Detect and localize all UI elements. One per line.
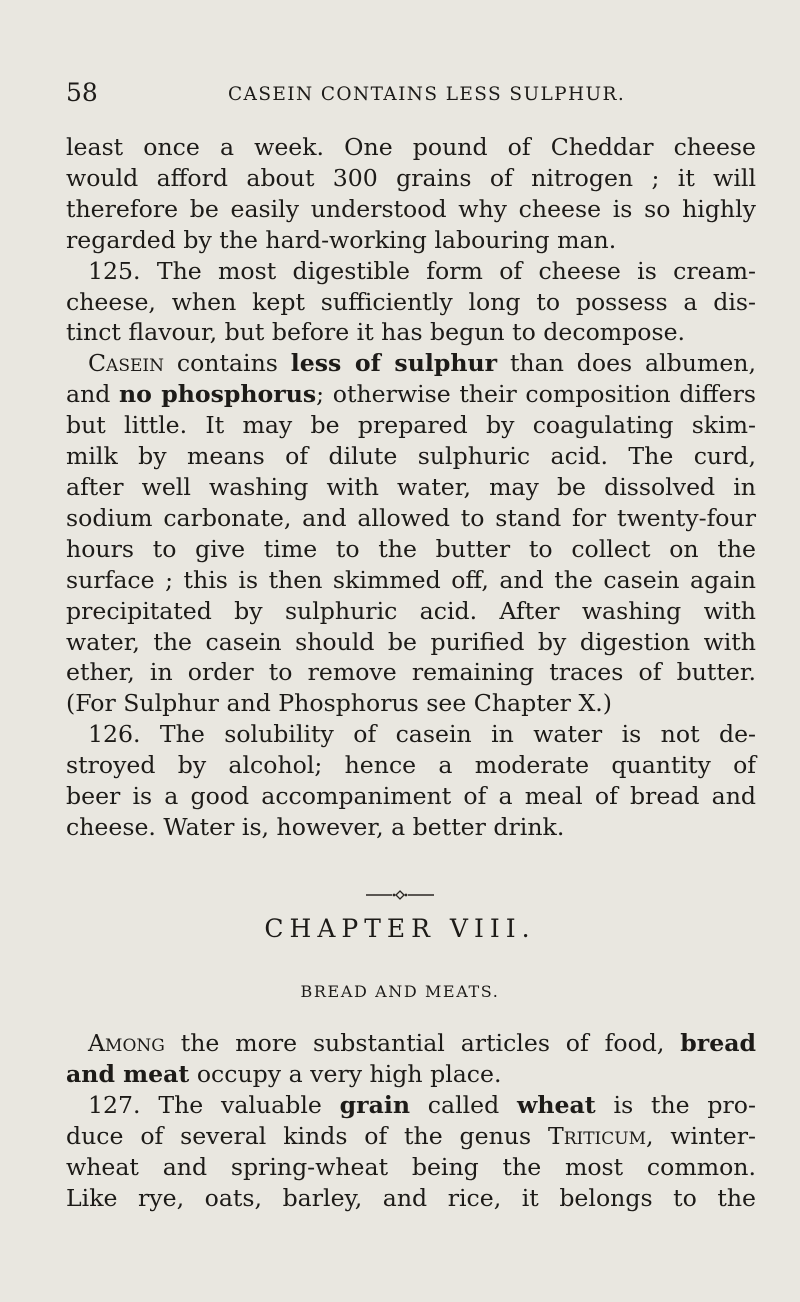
text-line (66, 1059, 756, 1090)
page-header (66, 78, 756, 112)
text-line: (For Sulphur and Phosphorus see Chapter X.) (66, 689, 612, 718)
text-fragment: ; otherwise their composition differs (316, 380, 756, 409)
text-fragment: 127. The valuable (88, 1090, 340, 1119)
body-text-upper (66, 132, 756, 843)
paragraph-among (66, 1028, 756, 1090)
text-line: surface ; this is then skimmed off, and the casein again (66, 565, 756, 594)
text-line: but little. It may be prepared by coagulating skim- (66, 411, 756, 440)
text-line: stroyed by alcohol; hence a moderate quantity of (66, 751, 756, 780)
text-line: wheat and spring-wheat being the most common. (66, 1152, 756, 1181)
text-line: therefore be easily understood why cheese is so highly (66, 194, 756, 223)
text-fragment: , winter- (646, 1121, 756, 1150)
chapter-title: CHAPTER VIII. (264, 914, 536, 943)
text-fragment: the more substantial articles of food, (164, 1029, 681, 1057)
paragraph-casein (66, 348, 756, 719)
emphasis-bread: bread (680, 1029, 756, 1057)
text-line: hours to give time to the butter to collect on the (66, 534, 756, 563)
paragraph-126 (66, 719, 756, 843)
text-line (66, 1028, 756, 1059)
paragraph-127 (66, 1090, 756, 1214)
text-fragment: is the pro- (595, 1090, 756, 1119)
text-line: 125. The most digestible form of cheese is cream- (88, 256, 756, 285)
text-line (66, 379, 756, 410)
text-line: precipitated by sulphuric acid. After washing with (66, 596, 756, 625)
casein-term: Casein (88, 349, 164, 378)
emphasis-wheat: wheat (517, 1090, 596, 1119)
text-fragment: than does albumen, (497, 349, 756, 378)
text-line: least once a week. One pound of Cheddar cheese (66, 133, 756, 161)
text-line (66, 348, 756, 379)
text-line: sodium carbonate, and allowed to stand for twenty-four (66, 503, 756, 532)
page-number: 58 (66, 78, 98, 107)
text-fragment: called (410, 1090, 518, 1119)
text-line: beer is a good accompaniment of a meal of bread and (66, 782, 756, 811)
body-text-lower (66, 1028, 756, 1213)
text-line: regarded by the hard-working labouring man. (66, 225, 617, 254)
emphasis-meat: and meat (66, 1059, 190, 1088)
text-line: water, the casein should be purified by digestion with (66, 627, 756, 656)
text-line: tinct flavour, but before it has begun to decompose. (66, 318, 686, 347)
running-head: CASEIN CONTAINS LESS SULPHUR. (228, 84, 626, 105)
text-line (66, 1090, 756, 1121)
text-line: would afford about 300 grains of nitrogen ; it will (66, 163, 756, 192)
emphasis-sulphur: less of sulphur (290, 349, 498, 378)
paragraph-cheddar (66, 132, 756, 256)
text-line: ether, in order to remove remaining traces of butter. (66, 658, 756, 687)
text-fragment: duce of several kinds of the genus (66, 1121, 548, 1150)
text-line: cheese. Water is, however, a better drink. (66, 812, 565, 841)
triticum-term: Triticum (547, 1121, 647, 1150)
paragraph-125 (66, 256, 756, 349)
text-line: 126. The solubility of casein in water is not de- (88, 720, 756, 749)
text-line: cheese, when kept sufficiently long to possess a dis- (66, 287, 756, 316)
emphasis-grain: grain (339, 1090, 410, 1119)
ornamental-divider (364, 890, 436, 900)
text-fragment: and (66, 380, 119, 409)
text-fragment: contains (163, 349, 291, 378)
text-line: milk by means of dilute sulphuric acid. The curd, (66, 442, 756, 471)
emphasis-phosphorus: no phosphorus (119, 380, 317, 409)
text-fragment: occupy a very high place. (189, 1059, 502, 1088)
chapter-subtitle: BREAD AND MEATS. (300, 982, 500, 1001)
among-term: Among (88, 1029, 165, 1057)
text-line: after well washing with water, may be dissolved in (66, 472, 756, 501)
text-line: Like rye, oats, barley, and rice, it belongs to the (66, 1183, 756, 1212)
text-line (66, 1121, 756, 1152)
